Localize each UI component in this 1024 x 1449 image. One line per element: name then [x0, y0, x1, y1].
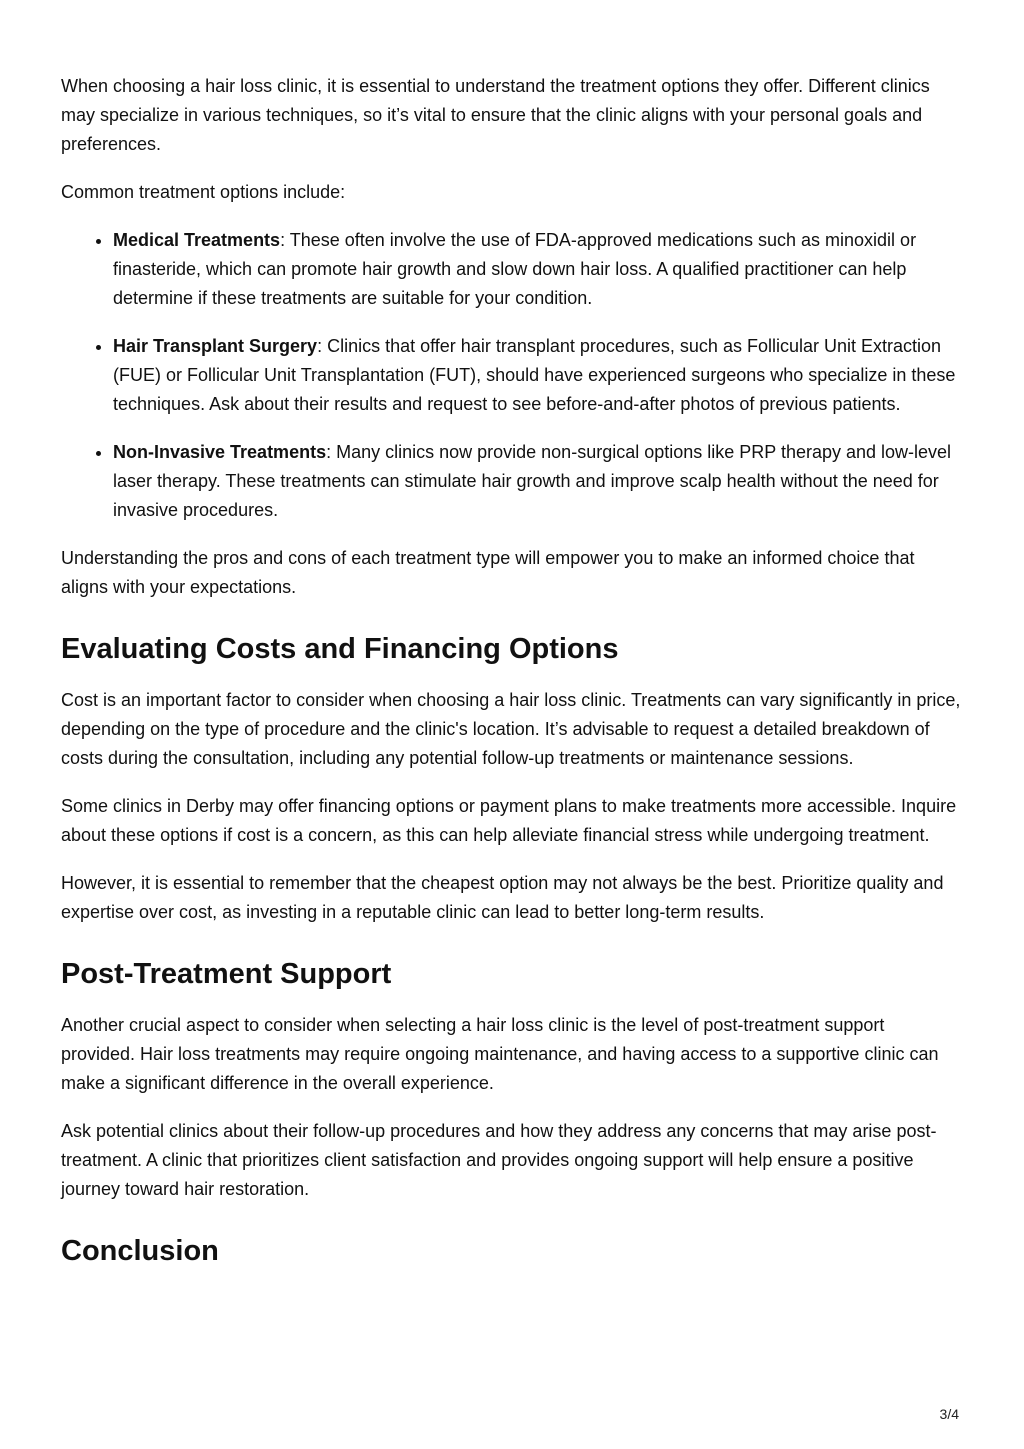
- page-number: 3/4: [939, 1406, 959, 1422]
- list-item-term: Medical Treatments: [113, 230, 281, 250]
- list-item-non-invasive-treatments: [113, 438, 963, 525]
- costs-paragraph-1: Cost is an important factor to consider when choosing a hair loss clinic. Treatments can vary significantly in price, depending on the type of procedure and the clinic's location. It’s advisable to request a detailed breakdown of costs during the consultation, including any potential follow-up treatments or maintenance sessions.: [61, 690, 961, 768]
- conclusion-heading: Conclusion: [61, 1235, 219, 1267]
- list-item-hair-transplant-surgery: [113, 332, 963, 419]
- list-item-text: : Many clinics now provide non-surgical options like PRP therapy and low-level laser therapy. These treatments can stimulate hair growth and improve scalp health without the need for invasive procedures.: [113, 442, 952, 520]
- list-item-text: : Clinics that offer hair transplant procedures, such as Follicular Unit Extraction (FUE) or Follicular Unit Transplantation (FUT), should have experienced surgeons who specialize in these techniques. Ask about their results and request to see before-and-after photos of previous patients.: [113, 336, 956, 414]
- treatment-options-list: [61, 226, 963, 525]
- intro-paragraph: When choosing a hair loss clinic, it is essential to understand the treatment options they offer. Different clinics may specialize in various techniques, so it’s vital to ensure that the clinic aligns with your personal goals and preferences.: [61, 76, 930, 154]
- costs-paragraph-2: Some clinics in Derby may offer financing options or payment plans to make treatments more accessible. Inquire about these options if cost is a concern, as this can help alleviate financial stress while undergoing treatment.: [61, 796, 957, 845]
- treatment-options-lead: Common treatment options include:: [61, 182, 346, 202]
- list-item-term: Hair Transplant Surgery: [113, 336, 318, 356]
- support-paragraph-2: Ask potential clinics about their follow-up procedures and how they address any concerns that may arise post-treatment. A clinic that prioritizes client satisfaction and provides ongoing support will help ensure a positive journey toward hair restoration.: [61, 1121, 937, 1199]
- support-heading: Post-Treatment Support: [61, 958, 392, 990]
- list-item-medical-treatments: [113, 226, 963, 313]
- list-item-term: Non-Invasive Treatments: [113, 442, 327, 462]
- costs-paragraph-3: However, it is essential to remember that the cheapest option may not always be the best. Prioritize quality and expertise over cost, as investing in a reputable clinic can lead to better long-term results.: [61, 873, 944, 922]
- document-page: [61, 72, 963, 1288]
- costs-heading: Evaluating Costs and Financing Options: [61, 633, 619, 665]
- treatments-summary-paragraph: Understanding the pros and cons of each treatment type will empower you to make an informed choice that aligns with your expectations.: [61, 548, 915, 597]
- support-paragraph-1: Another crucial aspect to consider when selecting a hair loss clinic is the level of post-treatment support provided. Hair loss treatments may require ongoing maintenance, and having access to a supportive clinic can make a significant difference in the overall experience.: [61, 1015, 939, 1093]
- list-item-text: : These often involve the use of FDA-approved medications such as minoxidil or finasteride, which can promote hair growth and slow down hair loss. A qualified practitioner can help determine if these treatments are suitable for your condition.: [113, 230, 917, 308]
